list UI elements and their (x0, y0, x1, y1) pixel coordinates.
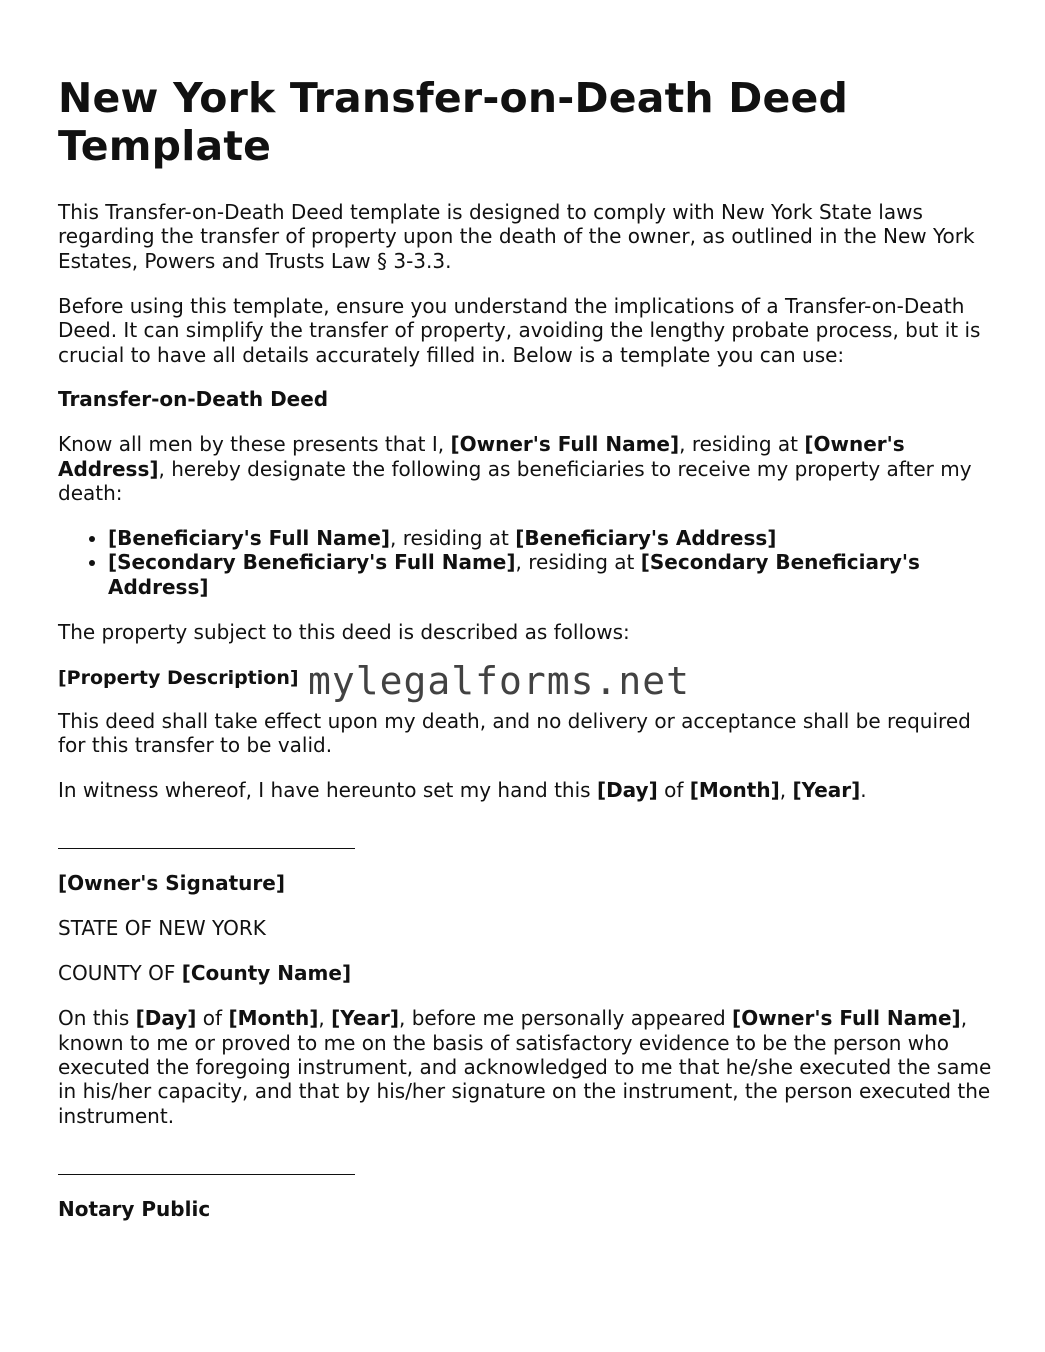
month-placeholder: [Month] (689, 778, 780, 802)
county-name-placeholder: [County Name] (181, 961, 352, 986)
list-item: • [Beneficiary's Full Name], residing at [Beneficiary's Address] (108, 526, 998, 550)
property-description-row (58, 658, 998, 703)
secondary-beneficiary-address-placeholder: [Secondary Beneficiary's Address] (108, 550, 920, 599)
designation-paragraph: Know all men by these presents that I, [Owner's Full Name], residing at [Owner's Address], hereby designate the following as beneficiaries to receive my property after my death: (58, 432, 972, 506)
year-placeholder: [Year] (792, 778, 861, 802)
day-placeholder: [Day] (596, 778, 658, 802)
notary-label: Notary Public (58, 1197, 211, 1222)
intro-paragraph-2: Before using this template, ensure you understand the implications of a Transfer-on-Death Deed. It can simplify the transfer of property, avoiding the lengthy probate process, but it is crucial to have all details accurately filled in. Below is a template you can use: (58, 293, 981, 367)
beneficiary-address-placeholder: [Beneficiary's Address] (515, 526, 777, 551)
page-title: New York Transfer-on-Death Deed Template (58, 74, 849, 170)
owner-name-placeholder: [Owner's Full Name] (450, 432, 680, 457)
site-watermark: mylegalforms.net (308, 658, 691, 703)
list-item: • [Secondary Beneficiary's Full Name], residing at [Secondary Beneficiary's Address] (108, 550, 998, 599)
deed-heading: Transfer-on-Death Deed (58, 387, 329, 412)
county-line: COUNTY OF [County Name] (58, 961, 352, 986)
effect-clause: This deed shall take effect upon my death, and no delivery or acceptance shall be required for this transfer to be valid. (58, 708, 971, 758)
beneficiary-list (58, 526, 998, 599)
state-line: STATE OF NEW YORK (58, 916, 266, 941)
owner-signature-line (58, 848, 355, 849)
document-body (58, 200, 998, 1242)
intro-paragraph-1: This Transfer-on-Death Deed template is designed to comply with New York State laws regarding the transfer of property upon the death of the owner, as outlined in the New York Estates, Powers and Trusts Law § 3-3.3. (58, 200, 975, 273)
owner-address-placeholder: [Owner's Address] (58, 432, 905, 481)
property-description-placeholder: [Property Description] (58, 666, 299, 689)
notary-signature-line (58, 1174, 355, 1175)
witness-clause: In witness whereof, I have hereunto set my hand this [Day] of [Month], [Year]. (58, 778, 867, 802)
beneficiary-name-placeholder: [Beneficiary's Full Name] (108, 526, 391, 551)
acknowledgment-paragraph: On this [Day] of [Month], [Year], before me personally appeared [Owner's Full Name], known to me or proved to me on the basis of satisfactory evidence to be the person who executed the foregoing instrument, and acknowledged to me that he/she executed the same in his/her capacity, and that by his/her signature on the instrument, the person executed the instrument. (58, 1006, 992, 1128)
property-intro: The property subject to this deed is described as follows: (58, 619, 630, 644)
secondary-beneficiary-name-placeholder: [Secondary Beneficiary's Full Name] (108, 550, 516, 575)
owner-signature-label: [Owner's Signature] (58, 871, 285, 896)
